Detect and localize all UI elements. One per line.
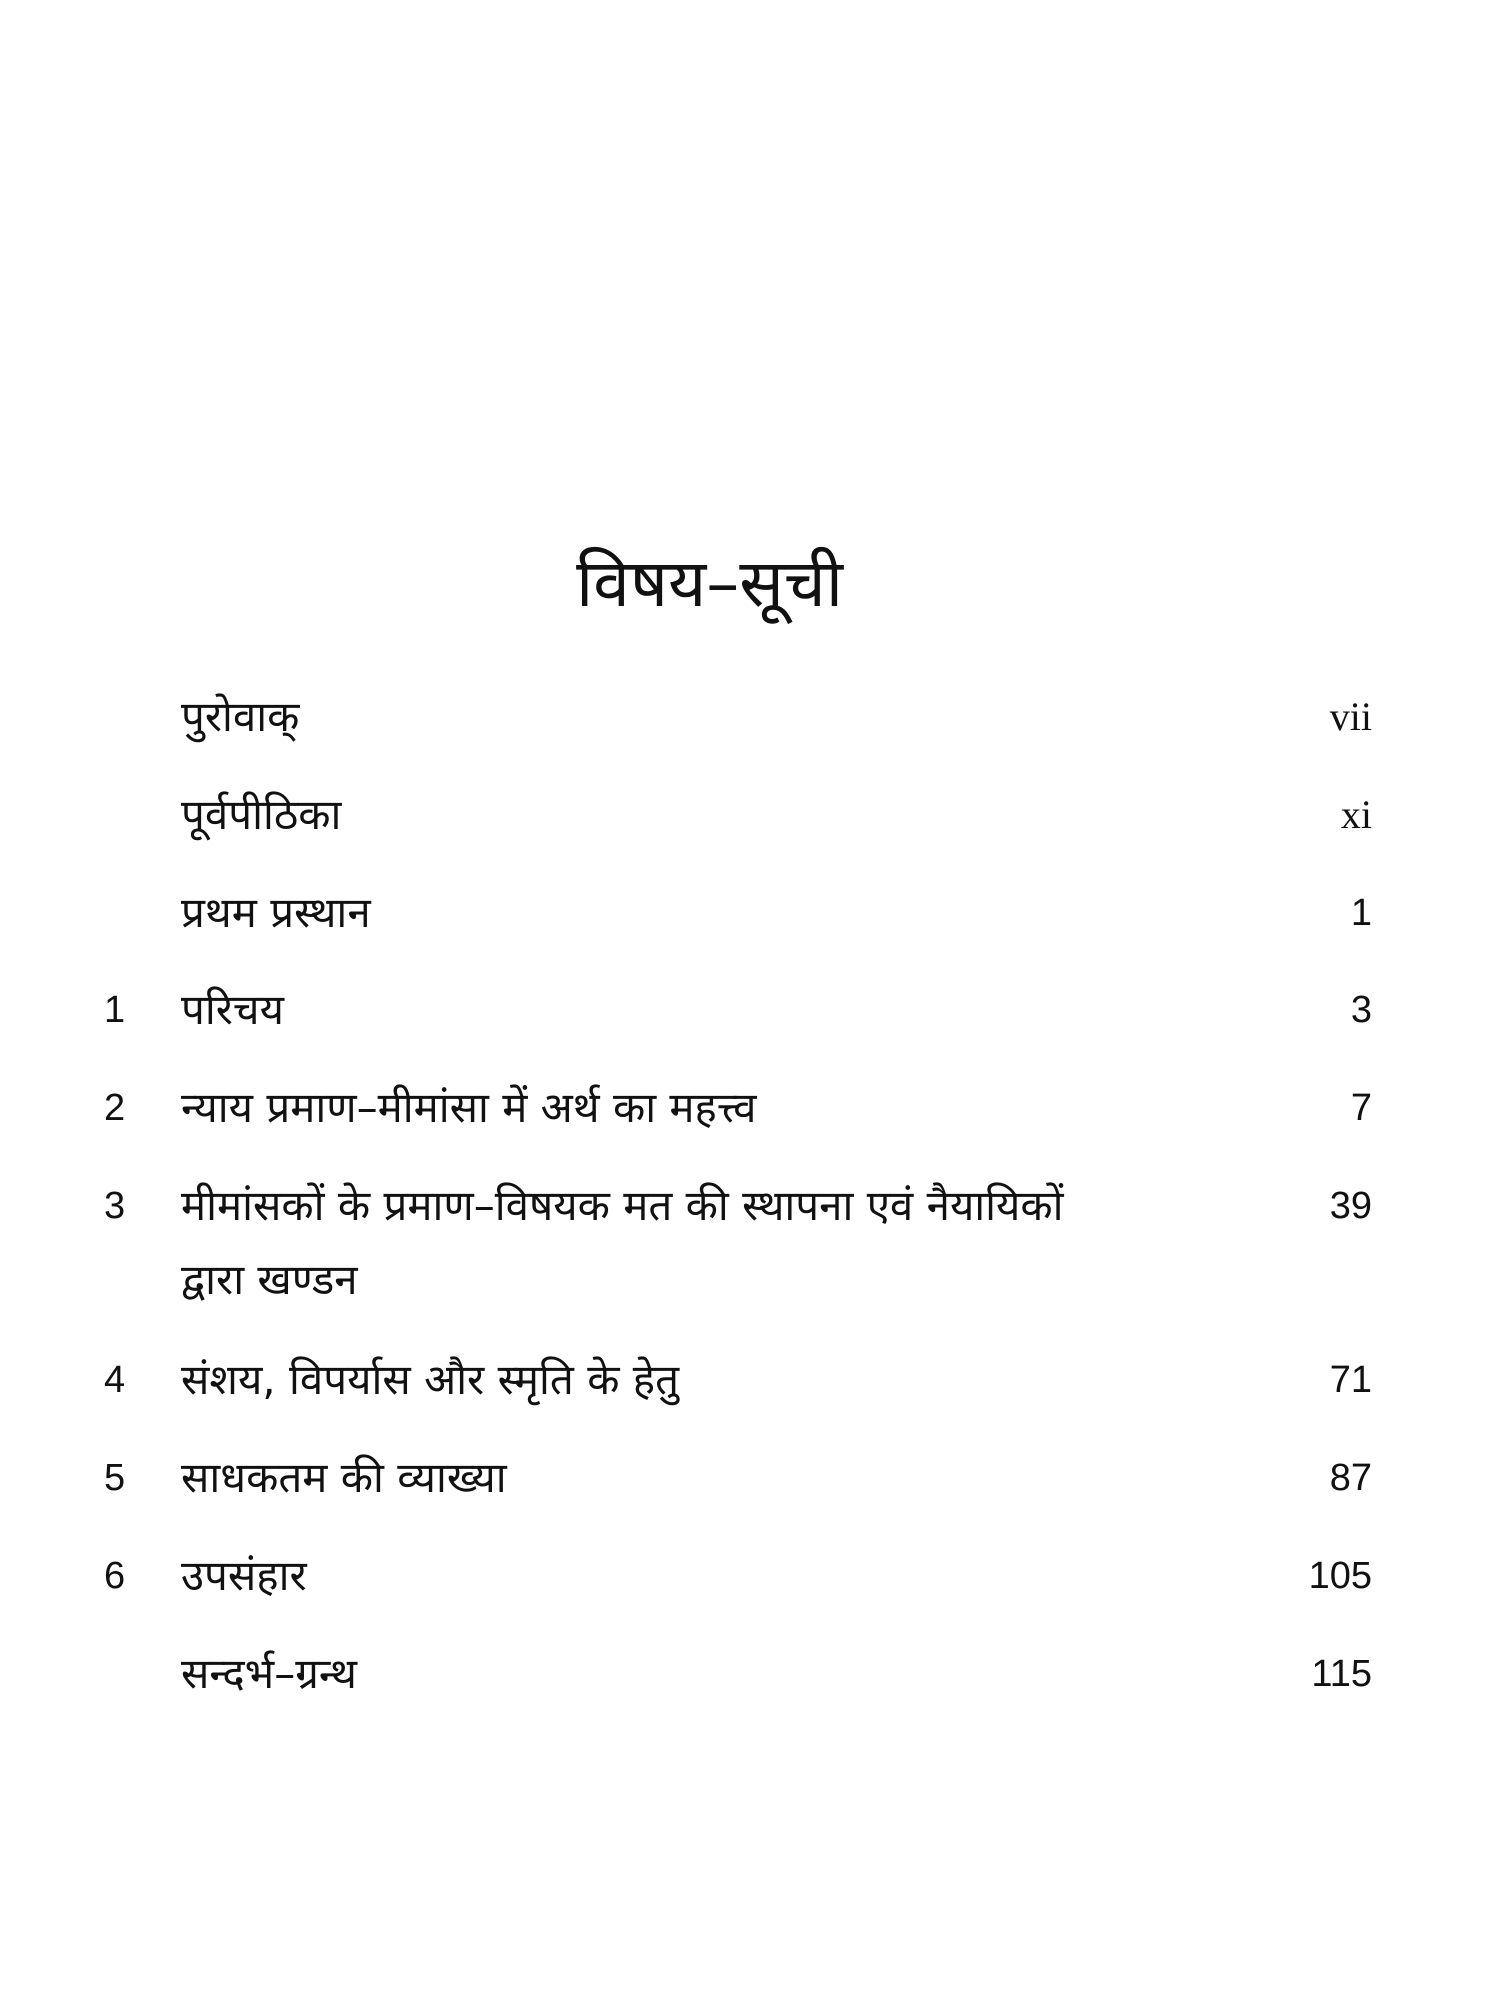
toc-entry-title: उपसंहार [181, 1551, 307, 1600]
toc-entry-number: 1 [104, 989, 126, 1031]
toc-entry-page: 71 [1329, 1359, 1372, 1401]
toc-entry-title: पूर्वपीठिका [181, 790, 342, 839]
toc-entry-title: मीमांसकों के प्रमाण–विषयक मत की स्थापना एवं नैयायिकों द्वारा खण्डन [181, 1181, 1064, 1304]
toc-entry-page: 1 [1350, 892, 1372, 934]
toc-entry-page: 3 [1350, 989, 1372, 1031]
toc-entry-page: xi [1340, 792, 1372, 837]
toc-entry-page: 7 [1350, 1087, 1372, 1129]
toc-entry-title: संशय, विपर्यास और स्मृति के हेतु [181, 1355, 680, 1404]
toc-entry-number: 2 [104, 1087, 126, 1129]
toc-entry-page: 115 [1311, 1653, 1372, 1695]
toc-entry-number: 3 [104, 1185, 126, 1227]
toc-entry-title: सन्दर्भ–ग्रन्थ [181, 1649, 357, 1698]
toc-entry-page: 87 [1329, 1457, 1372, 1499]
page-title: विषय–सूची [576, 545, 843, 623]
toc-entry-title: न्याय प्रमाण–मीमांसा में अर्थ का महत्त्व [181, 1083, 757, 1132]
toc-entry-title: पुरोवाक् [181, 692, 300, 741]
toc-entry-page: 39 [1329, 1185, 1372, 1227]
toc-entry-page: vii [1329, 694, 1372, 739]
toc-entry-number: 6 [104, 1555, 126, 1597]
toc-entry-number: 4 [104, 1359, 126, 1401]
toc-entry-number: 5 [104, 1457, 126, 1499]
toc-entry-title: प्रथम प्रस्थान [181, 888, 371, 937]
toc-entry-title: परिचय [181, 985, 284, 1034]
toc-entry-page: 105 [1308, 1555, 1372, 1597]
toc-entry-title: साधकतम की व्याख्या [181, 1453, 507, 1502]
